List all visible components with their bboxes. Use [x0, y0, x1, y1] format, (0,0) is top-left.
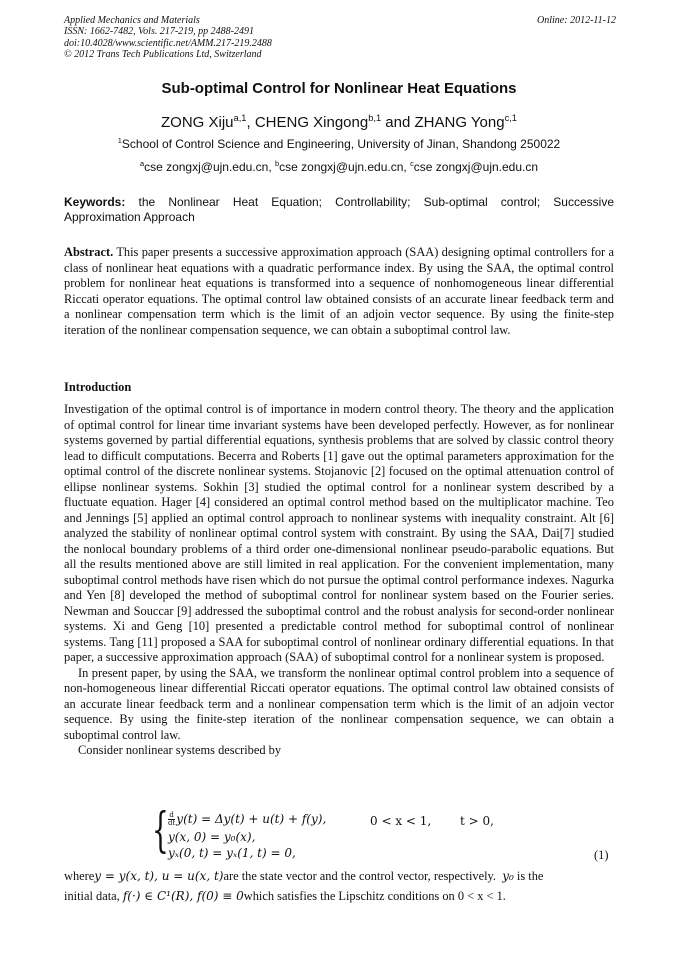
equation-line: y(x, 0) = y₀(x),	[168, 830, 256, 844]
author-sup: c,1	[504, 113, 517, 123]
section-heading-introduction: Introduction	[64, 380, 132, 394]
email-sup: b	[275, 159, 280, 168]
where-paragraph: wherey = y(x, t), u = u(x, t)are the state vector and the control vector, respectively. y₀ is the initial data, f(·) ∈ C¹(R), f(0) ≡ 0which satisfies the Lipschitz conditions on 0 < x < 1.	[64, 869, 544, 903]
author-sup: a,1	[233, 113, 247, 123]
equation-number: (1)	[594, 848, 609, 862]
email-sup: a	[139, 159, 145, 168]
author-separator: ,	[246, 114, 255, 131]
inline-math: y₀	[502, 869, 514, 883]
email-list	[0, 160, 678, 174]
equation-line: $\frac{d}{dt}$ y(t) = Δy(t) + u(t) + f(y),	[168, 811, 327, 827]
affiliation-text: School of Control Science and Engineering, University of Jinan, Shandong 250022	[121, 137, 561, 151]
derivative-fraction: $\frac{d}{dt}$	[168, 811, 176, 827]
author-and: and	[381, 114, 415, 131]
journal-header	[64, 15, 616, 60]
online-date: Online: 2012-11-12	[537, 15, 616, 26]
equation-condition: 0 < x < 1,	[370, 814, 432, 828]
inline-math: f(·) ∈ C¹(R), f(0) ≡ 0	[122, 889, 244, 903]
keywords-label: Keywords:	[64, 195, 126, 209]
affiliation	[0, 137, 678, 151]
email-address: cse zongxj@ujn.edu.cn,	[144, 160, 275, 174]
left-brace: {	[152, 802, 169, 858]
abstract-text: This paper presents a successive approximation approach (SAA) designing optimal controllers for a class of nonlinear heat equations with a quadratic performance index. By using the SAA, the optimal control problem for nonlinear heat equations is transformed into a sequence of nonhomogeneous linear differential Riccati operator equations. The optimal control law obtained consists of an accurate linear feedback term and a nonlinear compensation term which is the limit of an adjoin vector sequence. By using the finite-step iteration of the nonlinear compensation sequence, we can obtain a suboptimal control law.	[64, 245, 614, 337]
equation-line: yₓ(0, t) = yₓ(1, t) = 0,	[168, 846, 296, 860]
email-sup: c	[410, 159, 414, 168]
author-list	[0, 114, 678, 131]
author-name: ZHANG Yong	[414, 114, 505, 131]
keywords	[64, 195, 614, 225]
email-address: cse zongxj@ujn.edu.cn	[413, 160, 539, 174]
affiliation-sup: 1	[117, 136, 122, 145]
abstract-label: Abstract.	[64, 245, 114, 259]
paper-title: Sub-optimal Control for Nonlinear Heat Equations	[161, 80, 517, 97]
journal-name: Applied Mechanics and Materials	[64, 15, 200, 26]
abstract	[64, 245, 614, 339]
introduction-body	[64, 402, 614, 759]
author-name: ZONG Xiju	[161, 114, 234, 131]
paragraph: Consider nonlinear systems described by	[78, 743, 282, 757]
email-address: cse zongxj@ujn.edu.cn,	[279, 160, 411, 174]
paragraph: Investigation of the optimal control is of importance in modern control theory. The theory and the application of optimal control for linear time invariant systems have been developed perfectly. However, as for nonlinear systems governed by partial differential equations, synthesis problems that are solved by classic control theory lead to difficult computations. Becerra and Roberts [1] gave out the optimal parameters approximation for the optimal control of the discrete nonlinear systems. Stojanovic [2] focused on the optimal attenuation control of ellipse nonlinear systems. Sokhin [3] studied the optimal control for a nonlinear system described by a fluctuate equation. Hager [4] considered an optimal control method based on the multiplicator machine. Teo and Jennings [5] applied an optimal control approach to nonlinear systems with inequality constraint. Alt [6] analyzed the stability of nonlinear optimal control system with constraint. By using the SAA, Dai[7] studied the nonlocal boundary problems of a third order one-dimensional nonlinear pseudo-parabolic equations. But all the results mentioned above are still limited in real application. For the convenient implementation, many suboptimal control methods have risen which do not pursue the optimal control performance indexes. Nagurka and Yen [8] developed the method of suboptimal control for nonlinear system based on the Fourier series. Newman and Souccar [9] addressed the suboptimal control and the robust analysis for second-order nonlinear systems. Xi and Geng [10] presented a predictable control method for suboptimal control of nonlinear systems. Tang [11] proposed a SAA for suboptimal control of nonlinear ordinary differential equations. In that paper, a successive approximation approach (SAA) of suboptimal control for a nonlinear system is proposed.	[64, 402, 614, 664]
keywords-text: the Nonlinear Heat Equation; Controllability; Sub-optimal control; Successive Approximation Approach	[64, 195, 614, 224]
author-sup: b,1	[368, 113, 382, 123]
author-name: CHENG Xingong	[254, 114, 369, 131]
equation-condition: t > 0,	[460, 814, 494, 828]
paragraph: In present paper, by using the SAA, we transform the nonlinear optimal control problem into a sequence of non-homogeneous linear differential Riccati operator equations. The optimal control law obtained consists of an accurate linear feedback term and a nonlinear compensation term which is the limit of an adjoin vector sequence. By using the finite-step iteration of the nonlinear compensation sequence, we can obtain a suboptimal control law.	[64, 665, 614, 742]
journal-copyright: © 2012 Trans Tech Publications Ltd, Switzerland	[64, 48, 262, 60]
journal-issn: ISSN: 1662-7482, Vols. 217-219, pp 2488-2491	[64, 26, 254, 38]
inline-math: y = y(x, t), u = u(x, t)	[94, 869, 224, 883]
journal-doi: doi:10.4028/www.scientific.net/AMM.217-219.2488	[64, 37, 272, 49]
equation-system	[152, 802, 622, 864]
